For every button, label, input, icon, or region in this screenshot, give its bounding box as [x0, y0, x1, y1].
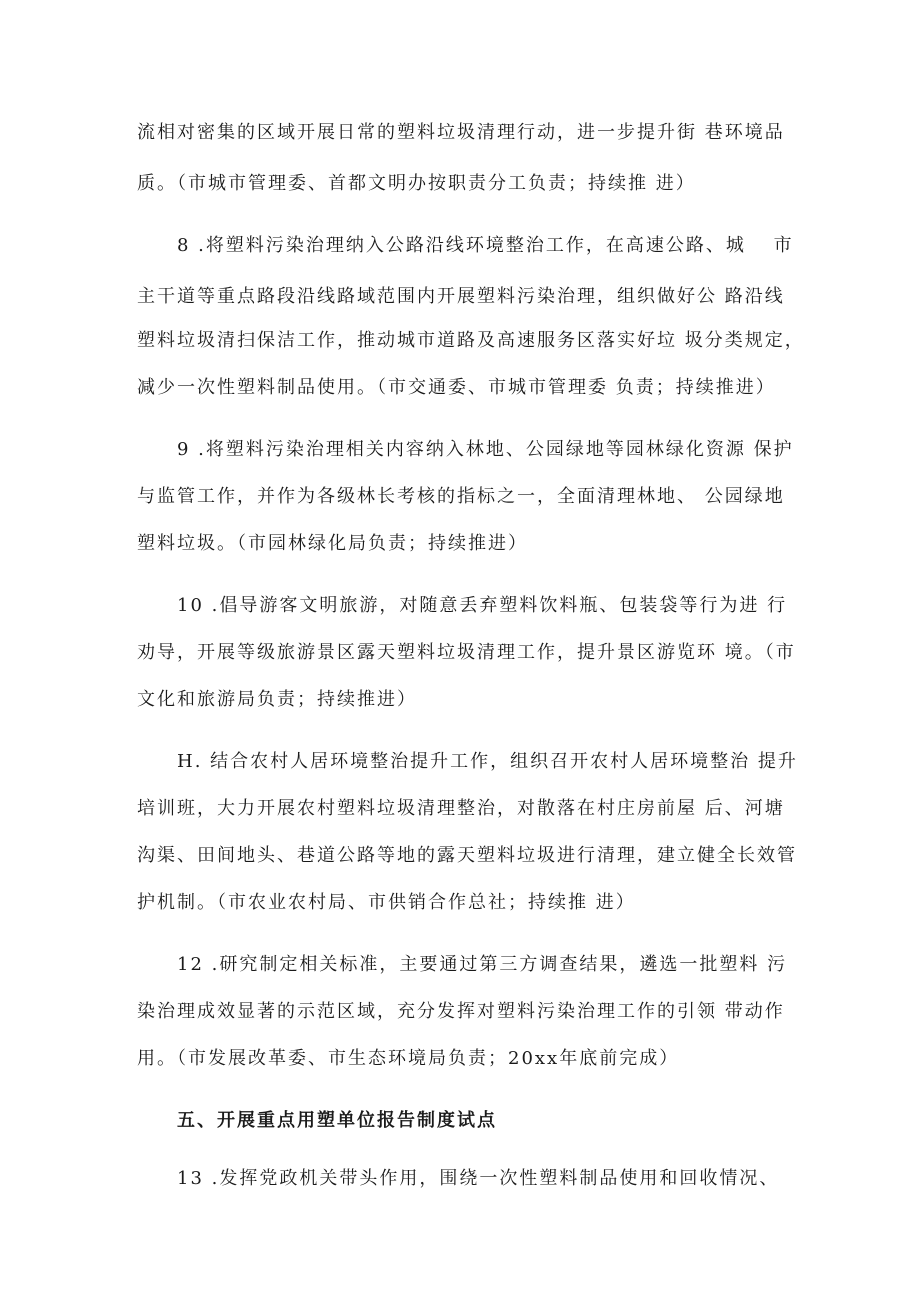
paragraph-line: 与监管工作，并作为各级林长考核的指标之一，全面清理林地、 公园绿地: [137, 486, 785, 507]
paragraph-line: 护机制。（市农业农村局、市供销合作总社；持续推 进）: [137, 892, 636, 913]
list-item-10-first-line: 10 .倡导游客文明旅游，对随意丢弃塑料饮料瓶、包装袋等行为进 行: [177, 595, 788, 616]
paragraph-line: 主干道等重点路段沿线路域范围内开展塑料污染治理，组织做好公 路沿线: [137, 286, 785, 307]
list-item-11-first-line: H. 结合农村人居环境整治提升工作，组织召开农村人居环境整治 提升: [177, 751, 798, 772]
paragraph-line: 塑料垃圾。（市园林绿化局负责；持续推进）: [137, 533, 528, 554]
paragraph-line: 质。（市城市管理委、首都文明办按职责分工负责；持续推 进）: [137, 173, 696, 194]
paragraph-line: 培训班，大力开展农村塑料垃圾清理整治，对散落在村庄房前屋 后、河塘: [137, 798, 785, 819]
list-item-12-first-line: 12 .研究制定相关标准，主要通过第三方调查结果，遴选一批塑料 污: [177, 954, 788, 975]
paragraph-line: 塑料垃圾清扫保洁工作，推动城市道路及高速服务区落实好垃 圾分类规定，: [137, 330, 805, 351]
list-item-8-first-line: 8 .将塑料污染治理纳入公路沿线环境整治工作，在高速公路、城 市: [177, 235, 794, 256]
list-item-13-first-line: 13 .发挥党政机关带头作用，围绕一次性塑料制品使用和回收情况、: [177, 1168, 780, 1189]
section-heading: 五、开展重点用塑单位报告制度试点: [177, 1110, 497, 1131]
paragraph-line: 减少一次性塑料制品使用。（市交通委、市城市管理委 负责；持续推进）: [137, 377, 776, 398]
paragraph-line: 文化和旅游局负责；持续推进）: [137, 689, 417, 710]
paragraph-line: 沟渠、田间地头、巷道公路等地的露天塑料垃圾进行清理，建立健全长效管: [137, 845, 797, 866]
paragraph-line: 劝导，开展等级旅游景区露天塑料垃圾清理工作，提升景区游览环 境。（市: [137, 642, 796, 663]
paragraph-line: 染治理成效显著的示范区域，充分发挥对塑料污染治理工作的引领 带动作: [137, 1001, 785, 1022]
paragraph-line: 流相对密集的区域开展日常的塑料垃圾清理行动，进一步提升街 巷环境品: [137, 122, 785, 143]
list-item-9-first-line: 9 .将塑料污染治理相关内容纳入林地、公园绿地等园林绿化资源 保护: [177, 439, 794, 460]
paragraph-line: 用。（市发展改革委、市生态环境局负责；20xx年底前完成）: [137, 1048, 680, 1069]
